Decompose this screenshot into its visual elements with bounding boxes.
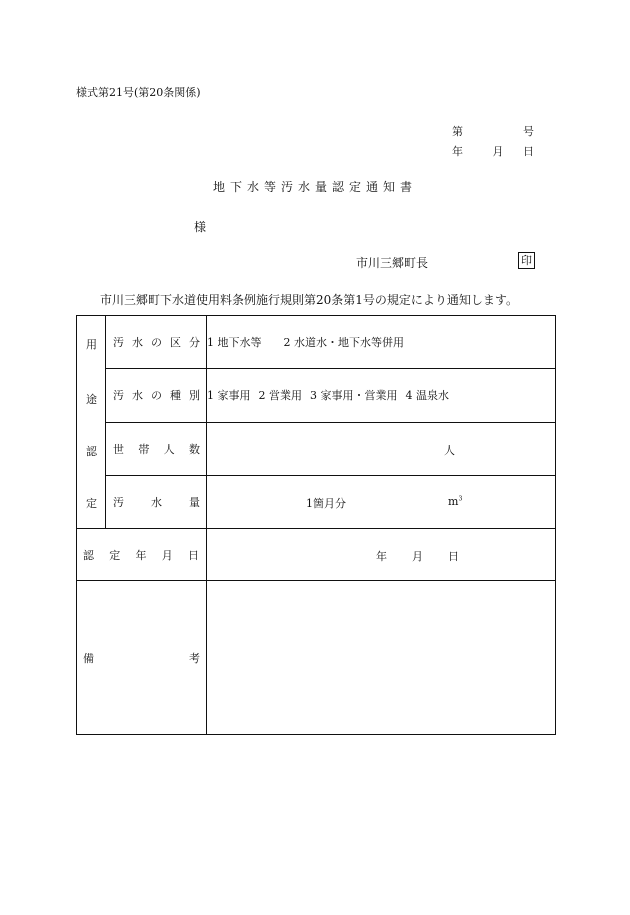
- volume-value: [207, 475, 556, 528]
- number-prefix: 第: [452, 125, 463, 138]
- cert-date-label: 認 定 年 月 日: [77, 529, 207, 581]
- sewage-type-row: [77, 369, 556, 422]
- issuer-name: 市川三郷町長: [356, 256, 429, 270]
- document-title: 地下水等汚水量認定通知書: [212, 180, 417, 194]
- usage-char-1: 用: [86, 338, 97, 351]
- usage-char-4: 定: [86, 497, 97, 510]
- usage-char-2: 途: [86, 393, 97, 406]
- household-unit: 人: [444, 443, 455, 457]
- option-household-business: 3 家事用・営業用: [310, 389, 398, 403]
- issue-day: 日: [523, 145, 534, 158]
- document-number-row: [452, 121, 534, 141]
- sewage-type-options: [207, 369, 556, 422]
- volume-row: [77, 475, 556, 528]
- document-number-block: [452, 121, 534, 161]
- seal-mark: 印: [518, 252, 535, 269]
- sewage-class-row: [77, 316, 556, 369]
- sewage-class-label: 汚 水 の 区 分: [106, 316, 207, 369]
- usage-char-3: 認: [86, 445, 97, 458]
- certification-table: [76, 315, 556, 735]
- volume-unit: $m^3$: [448, 494, 463, 508]
- number-suffix: 号: [523, 125, 534, 138]
- addressee-suffix: 様: [194, 220, 207, 234]
- issue-date-row: [452, 141, 534, 161]
- volume-period: 1箇月分: [306, 496, 346, 510]
- option-groundwater: 1 地下水等: [207, 336, 262, 350]
- sewage-type-label: 汚 水 の 種 別: [106, 369, 207, 422]
- cert-date-value: [207, 529, 556, 581]
- issue-year: 年: [452, 145, 463, 158]
- household-label: 世 帯 人 数: [106, 422, 207, 475]
- option-business: 2 営業用: [258, 389, 302, 403]
- sewage-class-options: [207, 316, 556, 369]
- remarks-value[interactable]: [207, 581, 556, 735]
- household-value: [207, 422, 556, 475]
- cert-date-row: [77, 529, 556, 581]
- option-household: 1 家事用: [207, 389, 251, 403]
- option-hot-spring: 4 温泉水: [405, 389, 449, 403]
- household-row: [77, 422, 556, 475]
- remarks-label: 備 考: [77, 581, 207, 735]
- volume-label: 汚 水 量: [106, 475, 207, 528]
- option-mixed: 2 水道水・地下水等併用: [283, 336, 404, 350]
- form-number: 様式第21号(第20条関係): [76, 86, 201, 99]
- cert-year: 年: [376, 550, 387, 563]
- usage-cert-label: [77, 316, 106, 529]
- remarks-row: [77, 581, 556, 735]
- notice-text: 市川三郷町下水道使用料条例施行規則第20条第1号の規定により通知します。: [100, 293, 518, 307]
- cert-day: 日: [448, 550, 459, 563]
- issue-month: 月: [492, 145, 504, 158]
- cert-month: 月: [412, 550, 423, 563]
